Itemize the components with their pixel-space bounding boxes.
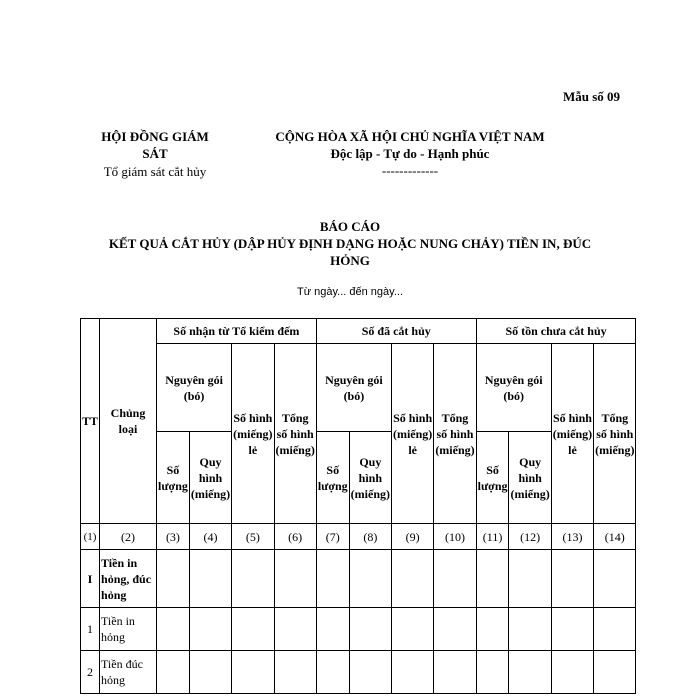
data-cell [274, 550, 316, 608]
index-cell: (8) [349, 524, 391, 550]
nation-header [250, 128, 570, 179]
data-cell [476, 608, 509, 651]
index-cell: (13) [551, 524, 593, 550]
data-cell [232, 608, 274, 651]
header-package: Nguyên gói (bó) [476, 344, 551, 432]
data-cell [391, 608, 433, 651]
council-header [70, 128, 240, 180]
row-tt: I [81, 550, 100, 608]
data-cell [232, 550, 274, 608]
data-cell [232, 651, 274, 694]
index-cell: (5) [232, 524, 274, 550]
table-row [81, 550, 636, 608]
row-tt: 1 [81, 608, 100, 651]
nation-motto: Độc lập - Tự do - Hạnh phúc [330, 146, 490, 161]
data-cell [551, 651, 593, 694]
table-row [81, 608, 636, 651]
report-title: BÁO CÁO [319, 219, 381, 234]
data-cell [551, 550, 593, 608]
data-cell [476, 550, 509, 608]
row-tt: 2 [81, 651, 100, 694]
index-cell: (1) [81, 524, 100, 550]
header-count: Quy hình (miếng) [189, 432, 231, 524]
header-qty: Số lượng [476, 432, 509, 524]
data-cell [349, 550, 391, 608]
report-subtitle-line2: HỎNG [330, 253, 370, 268]
header-total: Tổng số hình (miếng) [274, 344, 316, 524]
header-qty: Số lượng [157, 432, 190, 524]
header-loose: Số hình (miếng) lẻ [391, 344, 433, 524]
data-cell [316, 608, 349, 651]
form-code: Mẫu số 09 [562, 89, 620, 104]
header-count: Quy hình (miếng) [349, 432, 391, 524]
data-cell [509, 608, 551, 651]
header-count: Quy hình (miếng) [509, 432, 551, 524]
row-type: Tiền đúc hỏng [100, 651, 157, 694]
data-cell [509, 651, 551, 694]
data-cell [189, 550, 231, 608]
header-loose: Số hình (miếng) lẻ [551, 344, 593, 524]
nation-rule: ------------- [381, 163, 439, 178]
data-cell [349, 608, 391, 651]
data-cell [434, 550, 476, 608]
data-cell [274, 608, 316, 651]
data-cell [594, 651, 636, 694]
data-cell [476, 651, 509, 694]
index-cell: (10) [434, 524, 476, 550]
row-type: Tiền in hỏng [100, 608, 157, 651]
data-cell [157, 608, 190, 651]
header-group-destroyed: Số đã cắt hủy [316, 319, 476, 344]
data-cell [316, 651, 349, 694]
header-package: Nguyên gói (bó) [316, 344, 391, 432]
data-cell [274, 651, 316, 694]
header-qty: Số lượng [316, 432, 349, 524]
data-cell [189, 651, 231, 694]
data-cell [316, 550, 349, 608]
data-cell [391, 550, 433, 608]
nation-name: CỘNG HÒA XÃ HỘI CHỦ NGHĨA VIỆT NAM [275, 129, 545, 144]
council-name-line2: SÁT [142, 146, 168, 161]
data-cell [434, 608, 476, 651]
report-subtitle-line1: KẾT QUẢ CẮT HỦY (DẬP HỦY ĐỊNH DẠNG HOẶC NUNG CHẢY) TIỀN IN, ĐÚC [108, 236, 592, 251]
data-cell [434, 651, 476, 694]
index-cell: (9) [391, 524, 433, 550]
council-name-line1: HỘI ĐỒNG GIÁM [101, 129, 209, 144]
index-cell: (6) [274, 524, 316, 550]
index-cell: (4) [189, 524, 231, 550]
data-cell [509, 550, 551, 608]
index-cell: (12) [509, 524, 551, 550]
row-type: Tiền in hỏng, đúc hỏng [100, 550, 157, 608]
index-cell: (2) [100, 524, 157, 550]
index-cell: (14) [594, 524, 636, 550]
header-loose: Số hình (miếng) lẻ [232, 344, 274, 524]
header-package: Nguyên gói (bó) [157, 344, 232, 432]
data-cell [551, 608, 593, 651]
report-heading [80, 218, 620, 269]
table-row [81, 651, 636, 694]
council-sub-unit: Tổ giám sát cắt hủy [103, 164, 207, 179]
data-cell [189, 608, 231, 651]
report-period: Từ ngày... đến ngày... [296, 286, 403, 298]
data-cell [594, 608, 636, 651]
index-cell: (11) [476, 524, 509, 550]
data-cell [157, 550, 190, 608]
data-cell [349, 651, 391, 694]
data-cell [594, 550, 636, 608]
header-group-received: Số nhận từ Tổ kiểm đếm [157, 319, 317, 344]
header-total: Tổng số hình (miếng) [594, 344, 636, 524]
index-cell: (7) [316, 524, 349, 550]
header-type: Chủng loại [100, 319, 157, 524]
result-table [80, 318, 636, 694]
header-total: Tổng số hình (miếng) [434, 344, 476, 524]
header-group-remaining: Số tồn chưa cắt hủy [476, 319, 636, 344]
header-tt: TT [81, 319, 100, 524]
data-cell [391, 651, 433, 694]
index-cell: (3) [157, 524, 190, 550]
data-cell [157, 651, 190, 694]
